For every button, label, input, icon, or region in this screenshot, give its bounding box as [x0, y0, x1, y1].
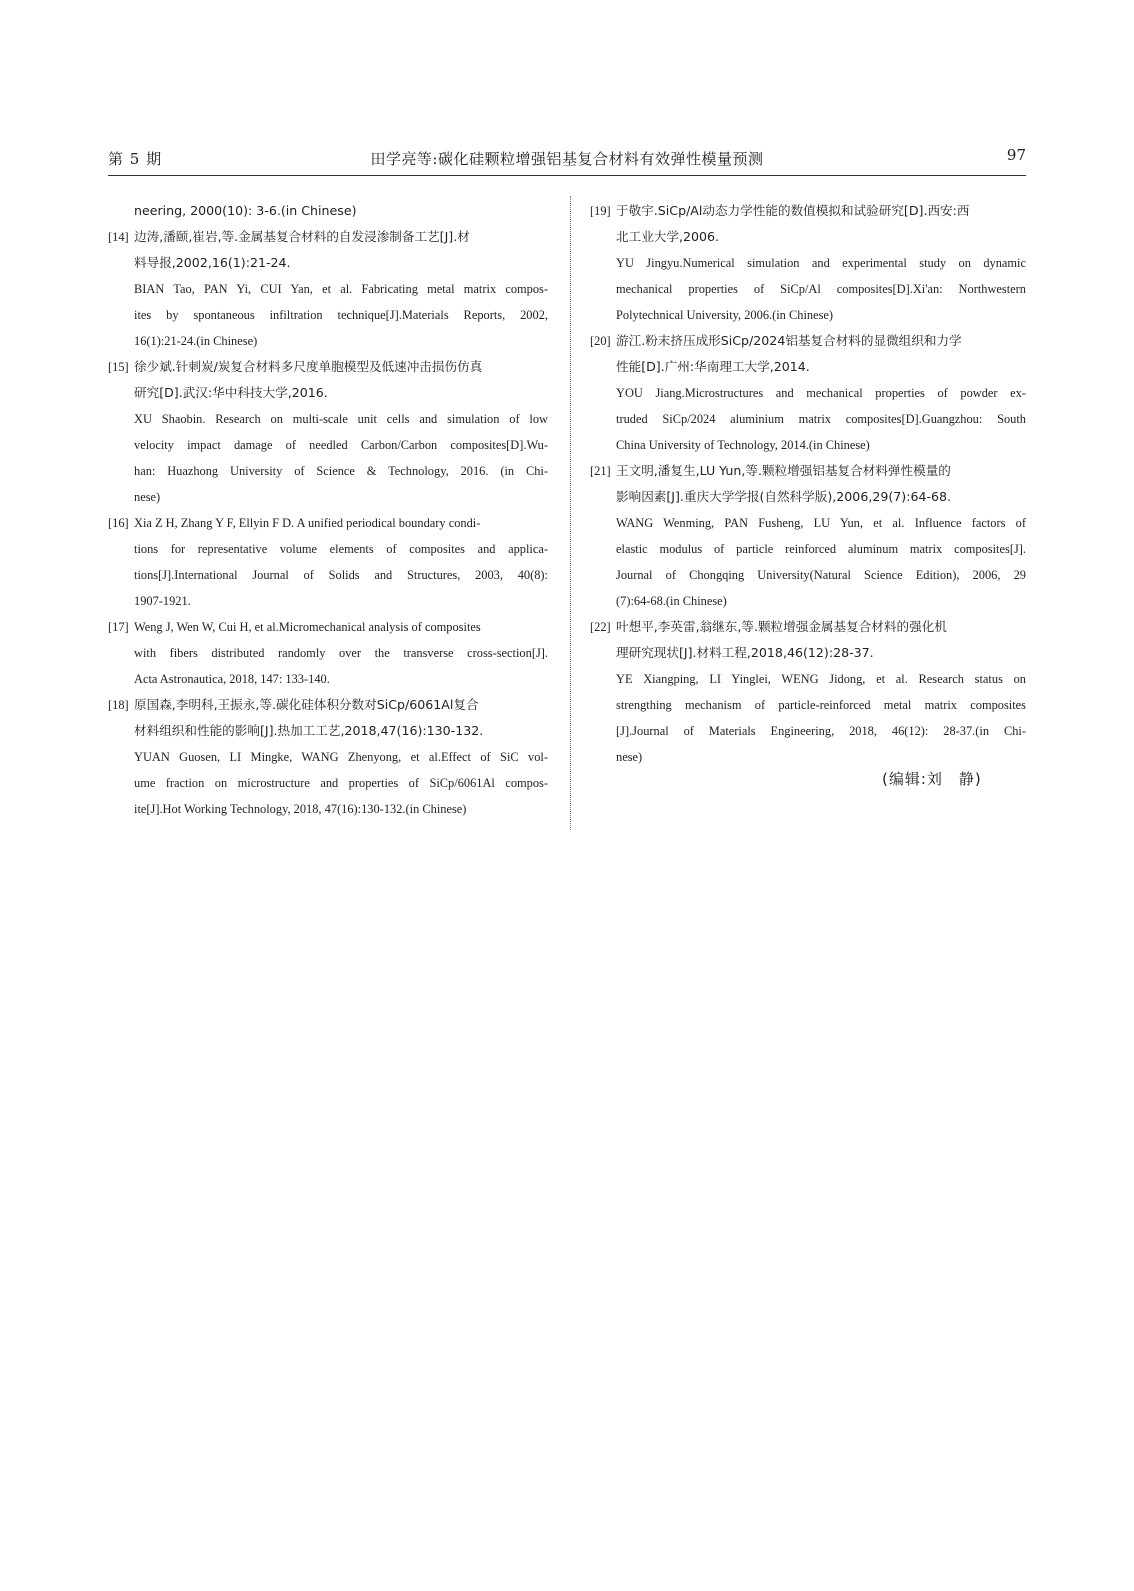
reference-text: 于敬宇.SiCp/Al动态力学性能的数值模拟和试验研究[D].西安:西	[616, 203, 970, 218]
reference-text: 叶想平,李英雷,翁继东,等.颗粒增强金属基复合材料的强化机	[616, 619, 947, 634]
reference-entry	[108, 354, 548, 510]
reference-entry	[108, 510, 548, 614]
reference-line-cn: neering, 2000(10): 3-6.(in Chinese)	[134, 203, 357, 218]
reference-line-en: strengthing mechanism of particle-reinforced metal matrix composites	[616, 698, 1026, 712]
reference-line-en: (7):64-68.(in Chinese)	[616, 594, 727, 608]
reference-line-en: [J].Journal of Materials Engineering, 2018, 46(12): 28-37.(in Chi-	[616, 724, 1026, 738]
reference-text: 游江.粉末挤压成形SiCp/2024铝基复合材料的显微组织和力学	[616, 333, 962, 348]
reference-number: [15]	[108, 360, 129, 374]
reference-line-en: China University of Technology, 2014.(in Chinese)	[616, 438, 870, 452]
reference-first-line	[590, 458, 1026, 484]
reference-first-line	[590, 328, 1026, 354]
reference-number: [20]	[590, 334, 611, 348]
reference-entry	[590, 198, 1026, 328]
reference-line-en: XU Shaobin. Research on multi-scale unit cells and simulation of low	[134, 412, 548, 426]
column-divider	[570, 196, 571, 830]
reference-line-en: truded SiCp/2024 aluminium matrix composites[D].Guangzhou: South	[616, 412, 1026, 426]
reference-line-en: YUAN Guosen, LI Mingke, WANG Zhenyong, et al.Effect of SiC vol-	[134, 750, 548, 764]
reference-entry	[108, 692, 548, 822]
reference-line-cn: 料导报,2002,16(1):21-24.	[134, 255, 291, 270]
reference-first-line	[108, 510, 548, 536]
reference-line-en: han: Huazhong University of Science & Technology, 2016. (in Chi-	[134, 464, 548, 478]
reference-first-line	[108, 692, 548, 718]
reference-line-en: YE Xiangping, LI Yinglei, WENG Jidong, et al. Research status on	[616, 672, 1026, 686]
reference-first-line	[108, 614, 548, 640]
reference-first-line	[108, 354, 548, 380]
reference-line-en: Journal of Chongqing University(Natural Science Edition), 2006, 29	[616, 568, 1026, 582]
reference-line-en: with fibers distributed randomly over the transverse cross-section[J].	[134, 646, 548, 660]
reference-entry	[590, 328, 1026, 458]
reference-number: [14]	[108, 230, 129, 244]
reference-line-cn: 性能[D].广州:华南理工大学,2014.	[616, 359, 810, 374]
reference-text: 王文明,潘复生,LU Yun,等.颗粒增强铝基复合材料弹性模量的	[616, 463, 951, 478]
reference-number: [19]	[590, 204, 611, 218]
reference-line-cn: 影响因素[J].重庆大学学报(自然科学版),2006,29(7):64-68.	[616, 489, 952, 504]
reference-entry	[590, 458, 1026, 614]
page-header	[108, 142, 1026, 174]
reference-first-line	[590, 614, 1026, 640]
reference-line-en: velocity impact damage of needled Carbon/Carbon composites[D].Wu-	[134, 438, 548, 452]
header-rule	[108, 175, 1026, 176]
page-number: 97	[1006, 146, 1026, 164]
reference-line-cn: 研究[D].武汉:华中科技大学,2016.	[134, 385, 328, 400]
reference-text: Weng J, Wen W, Cui H, et al.Micromechanical analysis of composites	[134, 620, 481, 634]
editor-note: (编辑:刘 静)	[882, 770, 982, 788]
reference-line-en: 1907-1921.	[134, 594, 191, 608]
reference-line-en: YOU Jiang.Microstructures and mechanical properties of powder ex-	[616, 386, 1026, 400]
right-column	[590, 198, 1026, 770]
reference-line-en: mechanical properties of SiCp/Al composites[D].Xi'an: Northwestern	[616, 282, 1026, 296]
reference-line-en: tions[J].International Journal of Solids and Structures, 2003, 40(8):	[134, 568, 548, 582]
reference-line-cn: 材料组织和性能的影响[J].热加工工艺,2018,47(16):130-132.	[134, 723, 484, 738]
reference-number: [18]	[108, 698, 129, 712]
reference-line-cn: 北工业大学,2006.	[616, 229, 720, 244]
reference-line-en: Acta Astronautica, 2018, 147: 133-140.	[134, 672, 330, 686]
reference-text: 徐少斌.针刺炭/炭复合材料多尺度单胞模型及低速冲击损伤仿真	[134, 359, 483, 374]
reference-line-en: BIAN Tao, PAN Yi, CUI Yan, et al. Fabricating metal matrix compos-	[134, 282, 548, 296]
issue-label: 第 5 期	[108, 150, 163, 168]
reference-number: [17]	[108, 620, 129, 634]
reference-number: [22]	[590, 620, 611, 634]
reference-line-en: ite[J].Hot Working Technology, 2018, 47(16):130-132.(in Chinese)	[134, 802, 467, 816]
reference-text: Xia Z H, Zhang Y F, Ellyin F D. A unified periodical boundary condi-	[134, 516, 481, 530]
reference-text: 原国森,李明科,王振永,等.碳化硅体积分数对SiCp/6061Al复合	[134, 697, 479, 712]
reference-line-en: elastic modulus of particle reinforced aluminum matrix composites[J].	[616, 542, 1026, 556]
reference-line-en: ites by spontaneous infiltration technique[J].Materials Reports, 2002,	[134, 308, 548, 322]
reference-line-en: YU Jingyu.Numerical simulation and experimental study on dynamic	[616, 256, 1026, 270]
reference-number: [21]	[590, 464, 611, 478]
reference-line-en: Polytechnical University, 2006.(in Chinese)	[616, 308, 834, 322]
left-column	[108, 198, 548, 822]
reference-first-line	[590, 198, 1026, 224]
reference-line-en: nese)	[134, 490, 161, 504]
reference-line-en: 16(1):21-24.(in Chinese)	[134, 334, 258, 348]
reference-text: 边涛,潘颐,崔岩,等.金属基复合材料的自发浸渗制备工艺[J].材	[134, 229, 470, 244]
reference-entry	[108, 614, 548, 692]
reference-entry	[590, 614, 1026, 770]
reference-entry	[108, 198, 548, 224]
running-title: 田学亮等:碳化硅颗粒增强铝基复合材料有效弹性模量预测	[370, 150, 764, 168]
reference-first-line	[108, 224, 548, 250]
reference-line-cn: 理研究现状[J].材料工程,2018,46(12):28-37.	[616, 645, 874, 660]
reference-line-en: WANG Wenming, PAN Fusheng, LU Yun, et al. Influence factors of	[616, 516, 1026, 530]
reference-line-en: ume fraction on microstructure and properties of SiCp/6061Al compos-	[134, 776, 548, 790]
reference-line-en: nese)	[616, 750, 643, 764]
reference-number: [16]	[108, 516, 129, 530]
reference-line-en: tions for representative volume elements of composites and applica-	[134, 542, 548, 556]
reference-entry	[108, 224, 548, 354]
